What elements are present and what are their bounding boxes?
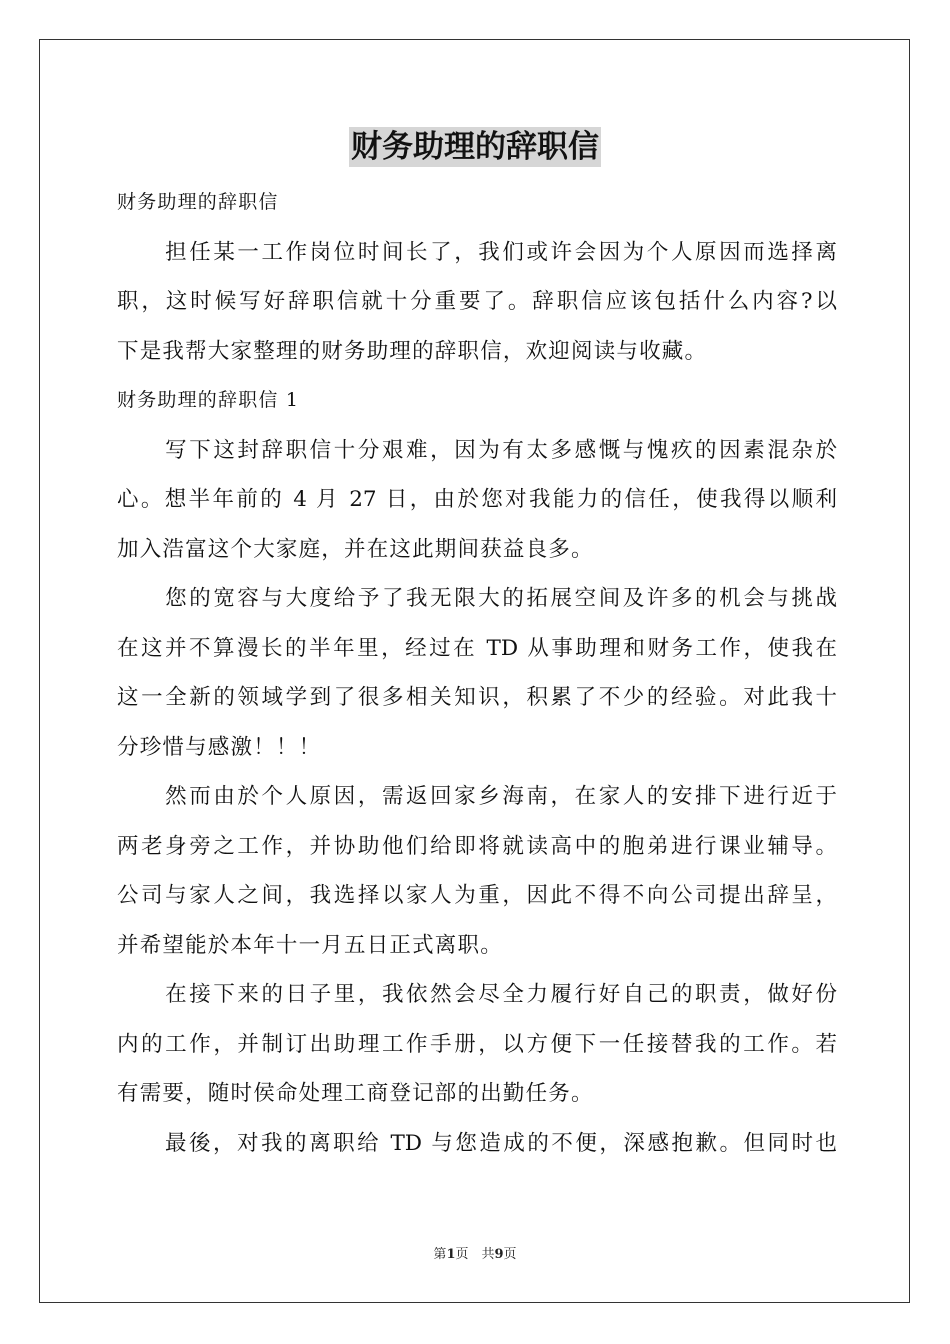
text-line: 并希望能於本年十一月五日正式离职。: [117, 932, 503, 958]
text-line: 在这并不算漫长的半年里，经过在 TD 从事助理和财务工作，使我在: [117, 635, 837, 661]
text-line: 这一全新的领域学到了很多相关知识，积累了不少的经验。对此我十: [117, 685, 837, 710]
text-line: 职，这时候写好辞职信就十分重要了。辞职信应该包括什么内容?以: [117, 289, 837, 314]
text-line: 担任某一工作岗位时间长了，我们或许会因为个人原因而选择离: [117, 239, 837, 265]
title-area: [0, 127, 950, 167]
text-line: 内的工作，并制订出助理工作手册，以方便下一任接替我的工作。若: [117, 1031, 837, 1057]
text-line: 下是我帮大家整理的财务助理的辞职信，欢迎阅读与收藏。: [117, 338, 708, 364]
document-body: [117, 178, 837, 1168]
text-line: 有需要，随时侯命处理工商登记部的出勤任务。: [117, 1081, 594, 1106]
footer-current-page: 1: [446, 1247, 456, 1262]
footer-prefix: 第: [433, 1247, 447, 1262]
footer-mid: 页 共: [455, 1247, 495, 1262]
text-line: 财务助理的辞职信 1: [117, 389, 300, 411]
text-line: 心。想半年前的 4 月 27 日，由於您对我能力的信任，使我得以顺利: [117, 487, 837, 512]
text-line: 您的宽容与大度给予了我无限大的拓展空间及许多的机会与挑战: [117, 586, 837, 611]
text-line: 然而由於个人原因，需返回家乡海南，在家人的安排下进行近于: [117, 784, 837, 809]
text-line: 分珍惜与感激！！！: [117, 734, 322, 760]
footer-total-pages: 9: [494, 1247, 504, 1262]
text-line: 在接下来的日子里，我依然会尽全力履行好自己的职责，做好份: [117, 982, 837, 1007]
text-line: 财务助理的辞职信: [117, 191, 279, 213]
text-line: 加入浩富这个大家庭，并在这此期间获益良多。: [117, 536, 594, 562]
text-line: 公司与家人之间，我选择以家人为重，因此不得不向公司提出辞呈，: [117, 883, 837, 908]
footer-suffix: 页: [503, 1247, 517, 1262]
text-line: 最後，对我的离职给 TD 与您造成的不便，深感抱歉。但同时也: [117, 1130, 837, 1156]
text-line: 写下这封辞职信十分艰难，因为有太多感慨与愧疚的因素混杂於: [117, 437, 837, 463]
page-footer: [0, 1246, 950, 1264]
document-title: 财务助理的辞职信: [351, 129, 599, 165]
text-line: 两老身旁之工作，并协助他们给即将就读高中的胞弟进行课业辅导。: [117, 833, 837, 859]
